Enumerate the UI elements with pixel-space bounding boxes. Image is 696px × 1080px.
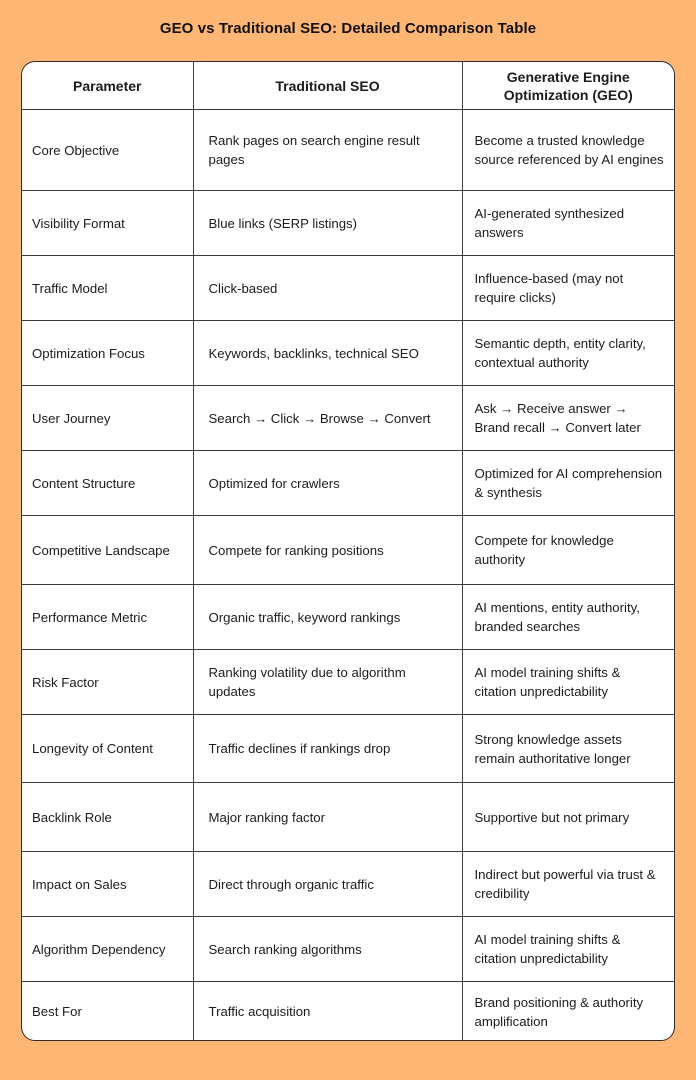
table-row <box>22 256 674 321</box>
cell-parameter: Visibility Format <box>22 191 193 256</box>
table-row <box>22 516 674 585</box>
table-row <box>22 386 674 451</box>
table-row <box>22 191 674 256</box>
table-row <box>22 852 674 917</box>
table-row <box>22 585 674 650</box>
header-traditional-seo: Traditional SEO <box>193 62 462 110</box>
cell-geo: Become a trusted knowledge source referenced by AI engines <box>462 110 674 191</box>
cell-geo: AI model training shifts & citation unpredictability <box>462 650 674 715</box>
cell-geo: Influence-based (may not require clicks) <box>462 256 674 321</box>
table-row <box>22 917 674 982</box>
cell-traditional: Search ranking algorithms <box>193 917 462 982</box>
cell-traditional: Direct through organic traffic <box>193 852 462 917</box>
cell-geo: Optimized for AI comprehension & synthesis <box>462 451 674 516</box>
cell-traditional: Compete for ranking positions <box>193 516 462 585</box>
header-parameter: Parameter <box>22 62 193 110</box>
cell-geo: Compete for knowledge authority <box>462 516 674 585</box>
table-row <box>22 110 674 191</box>
cell-traditional: Blue links (SERP listings) <box>193 191 462 256</box>
table-header-row <box>22 62 674 110</box>
cell-traditional: Keywords, backlinks, technical SEO <box>193 321 462 386</box>
comparison-table <box>21 61 675 1041</box>
cell-traditional: Click-based <box>193 256 462 321</box>
cell-traditional: Traffic declines if rankings drop <box>193 715 462 783</box>
cell-parameter: Competitive Landscape <box>22 516 193 585</box>
cell-parameter: Content Structure <box>22 451 193 516</box>
cell-traditional: Major ranking factor <box>193 783 462 852</box>
cell-traditional: Ranking volatility due to algorithm updates <box>193 650 462 715</box>
cell-traditional: Rank pages on search engine result pages <box>193 110 462 191</box>
cell-traditional: Search → Click → Browse → Convert <box>193 386 462 451</box>
cell-geo: AI-generated synthesized answers <box>462 191 674 256</box>
table-row <box>22 451 674 516</box>
cell-geo: AI mentions, entity authority, branded searches <box>462 585 674 650</box>
cell-parameter: Best For <box>22 982 193 1042</box>
table-row <box>22 321 674 386</box>
cell-parameter: Risk Factor <box>22 650 193 715</box>
cell-traditional: Optimized for crawlers <box>193 451 462 516</box>
cell-parameter: Impact on Sales <box>22 852 193 917</box>
cell-geo: Supportive but not primary <box>462 783 674 852</box>
cell-geo: AI model training shifts & citation unpredictability <box>462 917 674 982</box>
table-row <box>22 783 674 852</box>
cell-traditional: Organic traffic, keyword rankings <box>193 585 462 650</box>
cell-parameter: Backlink Role <box>22 783 193 852</box>
cell-parameter: Core Objective <box>22 110 193 191</box>
cell-geo: Strong knowledge assets remain authoritative longer <box>462 715 674 783</box>
cell-geo: Semantic depth, entity clarity, contextual authority <box>462 321 674 386</box>
table-row <box>22 650 674 715</box>
cell-parameter: Optimization Focus <box>22 321 193 386</box>
cell-parameter: Performance Metric <box>22 585 193 650</box>
table-row <box>22 982 674 1042</box>
header-geo: Generative Engine Optimization (GEO) <box>462 62 674 110</box>
cell-parameter: Traffic Model <box>22 256 193 321</box>
cell-geo: Brand positioning & authority amplification <box>474 994 644 1029</box>
cell-parameter: Longevity of Content <box>22 715 193 783</box>
cell-geo: Indirect but powerful via trust & credibility <box>462 852 674 917</box>
cell-parameter: User Journey <box>22 386 193 451</box>
cell-parameter: Algorithm Dependency <box>22 917 193 982</box>
cell-traditional: Traffic acquisition <box>193 982 462 1042</box>
cell-geo: Ask → Receive answer → Brand recall → Convert later <box>462 386 674 451</box>
table-row <box>22 715 674 783</box>
page-title: GEO vs Traditional SEO: Detailed Comparison Table <box>159 20 537 37</box>
